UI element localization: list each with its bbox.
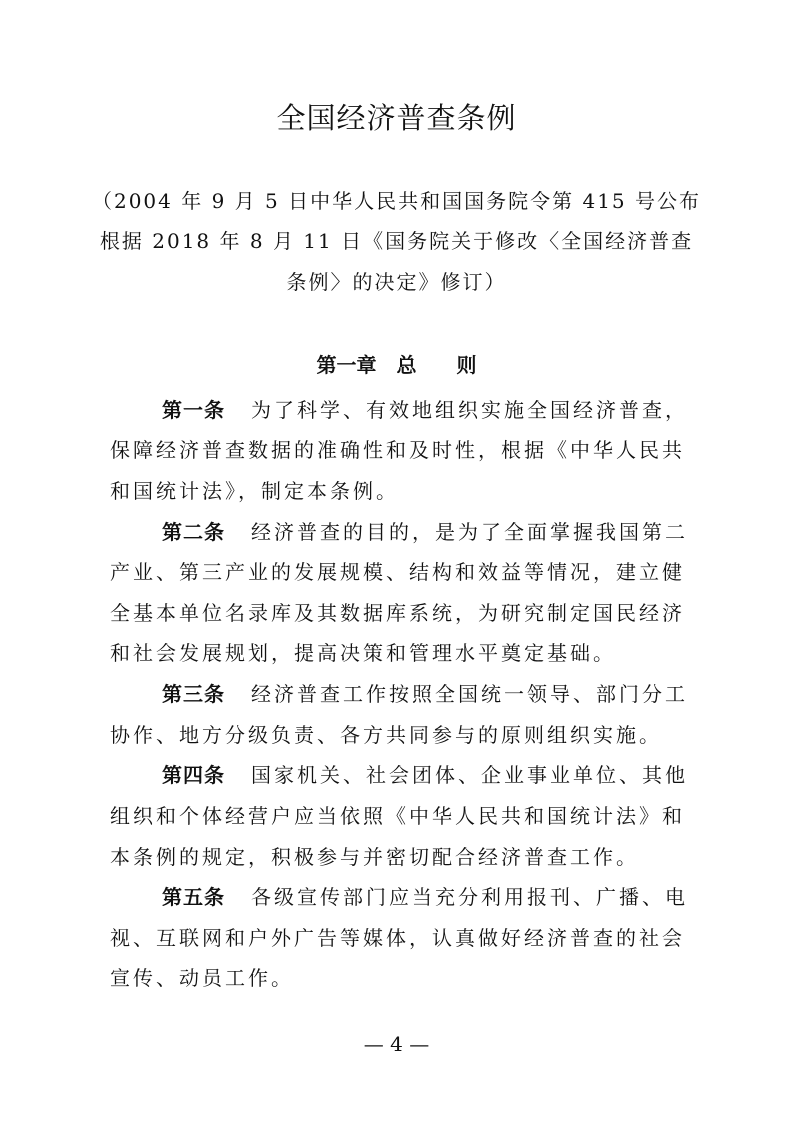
article-5-line: 视、互联网和户外广告等媒体，认真做好经济普查的社会 [110,926,685,950]
article-text: 为了科学、有效地组织实施全国经济普查， [251,398,688,422]
page-number: — 4 — [363,1032,430,1056]
article-1-line: 和国统计法》，制定本条例。 [110,479,399,503]
subtitle-line: （2004 年 9 月 5 日中华人民共和国国务院令第 415 号公布 [91,189,702,213]
article-4-line [162,760,688,790]
article-3-line [162,679,688,709]
article-4-line: 组织和个体经营户应当依照《中华人民共和国统计法》和 [110,804,685,828]
article-label: 第五条 [162,885,225,909]
document-title: 全国经济普查条例 [276,101,517,135]
article-text: 经济普查工作按照全国统一领导、部门分工 [251,682,688,706]
article-label: 第二条 [162,520,225,544]
article-text: 各级宣传部门应当充分利用报刊、广播、电 [251,885,688,909]
article-1-line [162,395,688,425]
article-label: 第四条 [162,763,225,787]
subtitle-line: 条例〉的决定》修订） [286,270,507,294]
article-2-line: 全基本单位名录库及其数据库系统，为研究制定国民经济 [110,601,685,625]
article-2-line [162,517,688,547]
article-4-line: 本条例的规定，积极参与并密切配合经济普查工作。 [110,845,639,869]
chapter-heading: 第一章 总 则 [316,353,477,377]
article-label: 第一条 [162,398,225,422]
article-2-line: 和社会发展规划，提高决策和管理水平奠定基础。 [110,641,616,665]
article-5-line [162,882,688,912]
article-1-line: 保障经济普查数据的准确性和及时性，根据《中华人民共 [110,438,685,462]
article-5-line: 宣传、动员工作。 [110,966,294,990]
article-text: 经济普查的目的，是为了全面掌握我国第二 [251,520,688,544]
article-label: 第三条 [162,682,225,706]
article-3-line: 协作、地方分级负责、各方共同参与的原则组织实施。 [110,723,662,747]
article-2-line: 产业、第三产业的发展规模、结构和效益等情况，建立健 [110,560,685,584]
article-text: 国家机关、社会团体、企业事业单位、其他 [251,763,688,787]
subtitle-line: 根据 2018 年 8 月 11 日《国务院关于修改〈全国经济普查 [99,229,694,253]
